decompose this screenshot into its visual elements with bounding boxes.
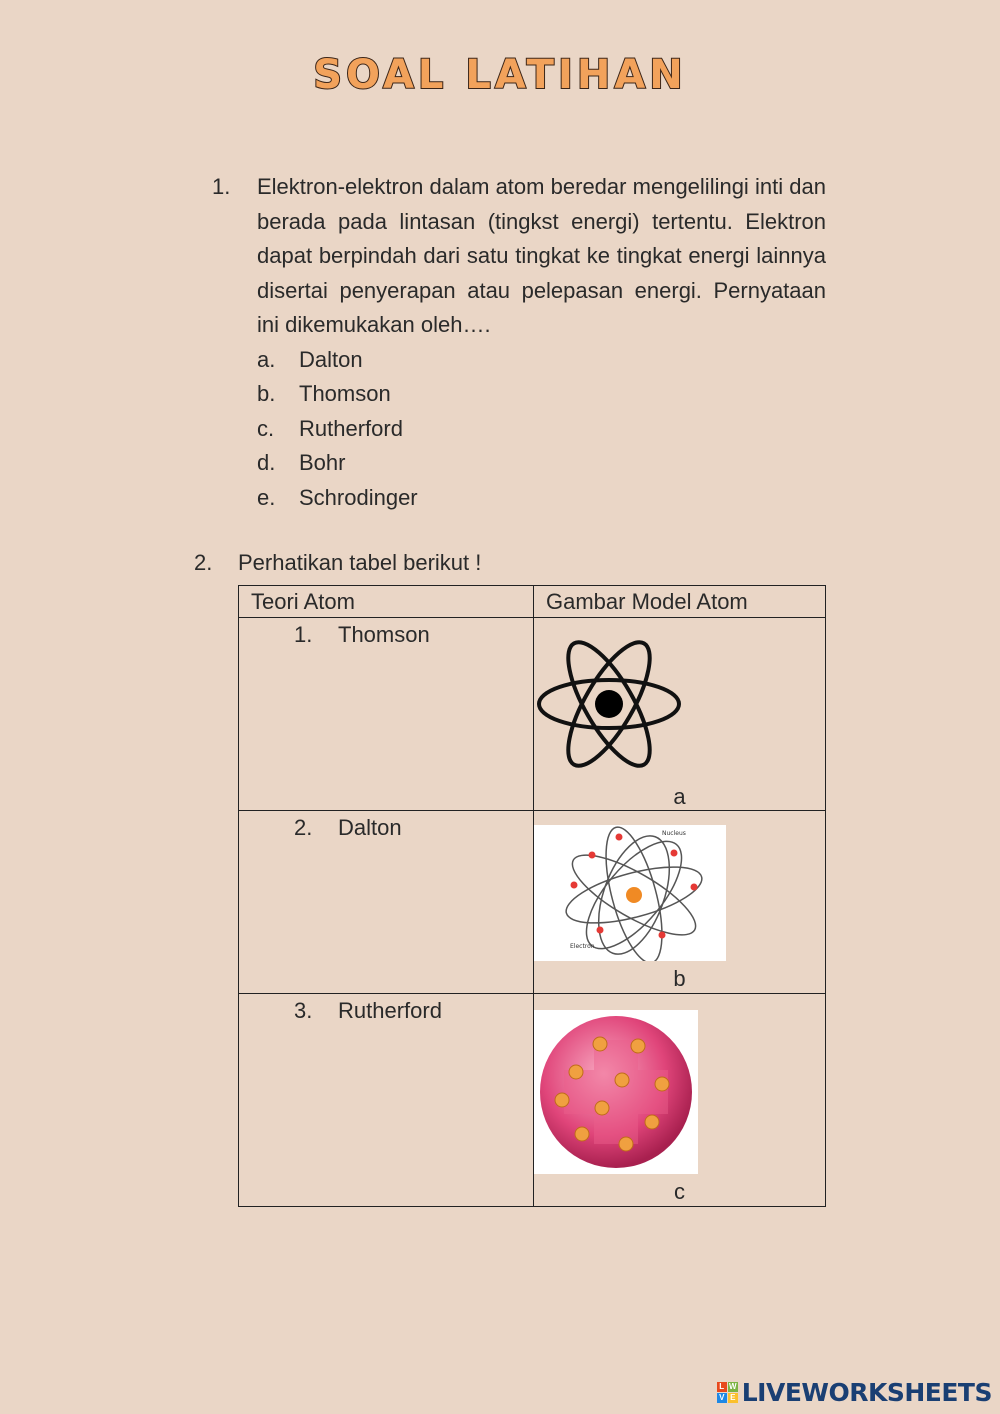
option-a[interactable] xyxy=(257,343,826,378)
table-row xyxy=(239,811,826,994)
row-number: 3. xyxy=(294,998,313,1023)
model-image-cell xyxy=(534,994,826,1207)
bohr-atom-image xyxy=(534,630,684,778)
teori-cell[interactable] xyxy=(239,994,534,1207)
column-header-gambar: Gambar Model Atom xyxy=(534,586,826,618)
row-number: 1. xyxy=(294,622,313,647)
option-letter: e. xyxy=(257,484,276,510)
page-title: SOAL LATIHAN xyxy=(313,52,687,98)
question-1 xyxy=(212,170,826,515)
answer-options xyxy=(257,343,826,516)
electron-label: Electron xyxy=(570,943,595,950)
option-b[interactable] xyxy=(257,377,826,412)
option-label: Thomson xyxy=(299,381,391,407)
teori-label: Thomson xyxy=(338,622,430,647)
question-2 xyxy=(194,550,481,576)
teori-label: Rutherford xyxy=(338,998,442,1023)
teori-label: Dalton xyxy=(338,815,402,840)
liveworksheets-logo[interactable] xyxy=(717,1378,992,1407)
option-c[interactable] xyxy=(257,412,826,447)
question-text: Elektron-elektron dalam atom beredar mengelilingi inti dan berada pada lintasan (tingkst energi) tertentu. Elektron dapat berpindah dari satu tingkat ke tingkat energi lainnya disertai penyerapan atau pelepasan energi. Pernyataan ini dikemukakan oleh…. xyxy=(257,174,826,337)
table-header-row xyxy=(239,586,826,618)
column-header-teori: Teori Atom xyxy=(239,586,534,618)
option-label: Schrodinger xyxy=(299,484,418,510)
brand-name: LIVEWORKSHEETS xyxy=(741,1378,992,1407)
atom-model-table xyxy=(238,585,826,1207)
image-caption: a xyxy=(673,784,686,809)
question-text: Perhatikan tabel berikut ! xyxy=(238,550,482,575)
option-letter: c. xyxy=(257,415,275,441)
nucleus-label: Nucleus xyxy=(662,830,686,837)
row-number: 2. xyxy=(294,815,313,840)
option-letter: b. xyxy=(257,381,276,407)
table-row xyxy=(239,994,826,1207)
electron-orbit-image xyxy=(534,825,726,961)
option-letter: d. xyxy=(257,450,276,476)
model-image-cell xyxy=(534,618,826,811)
table-row xyxy=(239,618,826,811)
question-number: 2. xyxy=(194,550,213,575)
option-e[interactable] xyxy=(257,481,826,516)
image-caption: c xyxy=(674,1179,685,1204)
option-d[interactable] xyxy=(257,446,826,481)
plum-pudding-image xyxy=(534,1010,698,1174)
teori-cell[interactable] xyxy=(239,811,534,994)
option-label: Rutherford xyxy=(299,415,403,441)
teori-cell[interactable] xyxy=(239,618,534,811)
image-caption: b xyxy=(673,966,686,991)
liveworksheets-icon: L W V E xyxy=(717,1382,738,1403)
question-number: 1. xyxy=(212,174,231,199)
option-label: Bohr xyxy=(299,450,346,476)
option-letter: a. xyxy=(257,346,276,372)
option-label: Dalton xyxy=(299,346,363,372)
model-image-cell xyxy=(534,811,826,994)
